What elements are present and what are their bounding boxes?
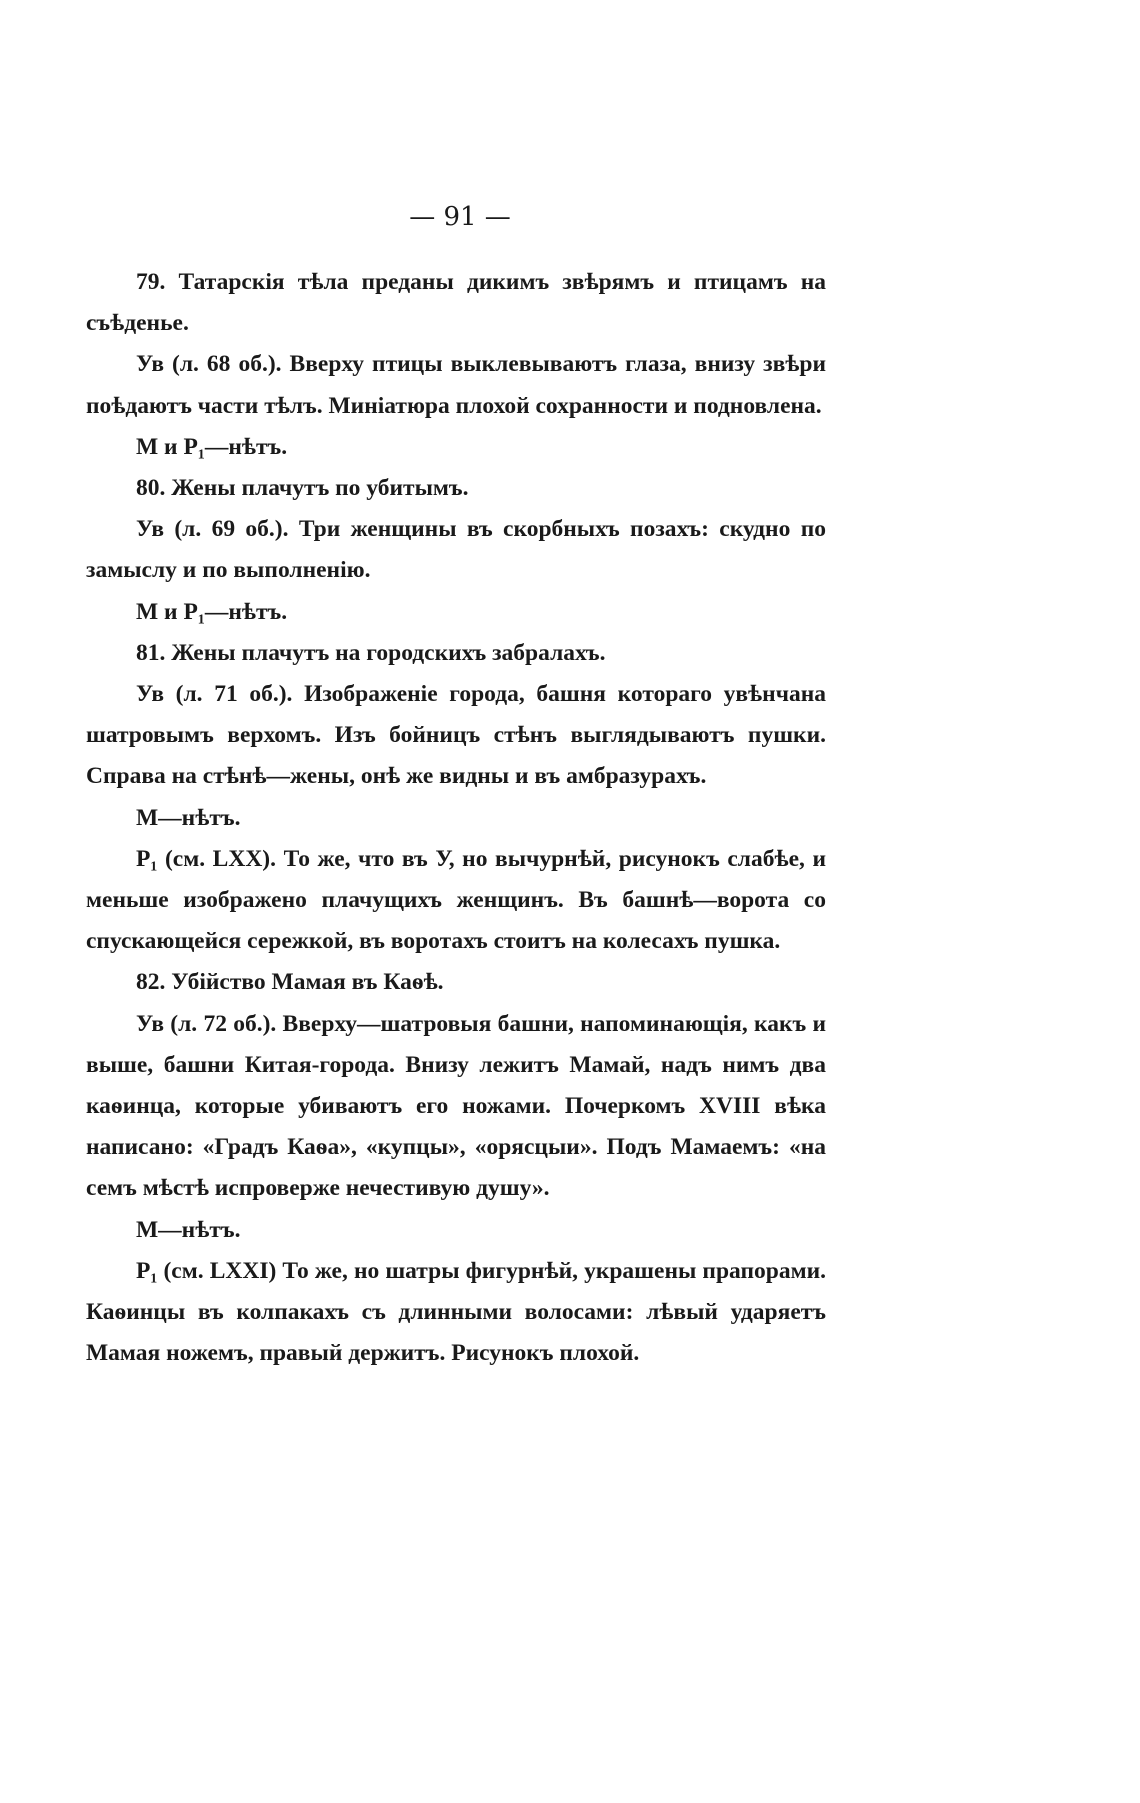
paragraph-81-uv: Ув (л. 71 об.). Изображеніе города, башня котораго увѣнчана шатровымъ верхомъ. Изъ бойницъ стѣнъ выглядываютъ пушки. Справа на стѣнѣ—жены, онѣ же видны и въ амбразурахъ. [86, 681, 826, 790]
paragraph-80-uv: Ув (л. 69 об.). Три женщины въ скорбныхъ позахъ: скудно по замыслу и по выполненію. [86, 516, 826, 584]
paragraph-81-title: 81. Жены плачутъ на городскихъ забралахъ. [136, 639, 606, 666]
paragraph-79-m-r1: М и Р₁—нѣтъ. [136, 433, 288, 460]
paragraph-79-title: 79. Татарскія тѣла преданы дикимъ звѣрямъ и птицамъ на съѣденье. [86, 269, 826, 337]
page-number: — 91 — [409, 202, 511, 232]
paragraph-79-uv: Ув (л. 68 об.). Вверху птицы выклевываютъ глаза, внизу звѣри поѣдаютъ части тѣлъ. Миніатюра плохой сохранности и подновлена. [86, 351, 826, 419]
paragraph-82-r1: Р₁ (см. LXXI) То же, но шатры фигурнѣй, украшены прапорами. Каѳинцы въ колпакахъ съ длинными волосами: лѣвый ударяетъ Мамая ножемъ, правый держитъ. Рисунокъ плохой. [86, 1257, 826, 1367]
paragraph-82-uv: Ув (л. 72 об.). Вверху—шатровыя башни, напоминающія, какъ и выше, башни Китая-города. Внизу лежитъ Мамай, надъ нимъ два каѳинца, которые убиваютъ его ножами. Почеркомъ XVIII вѣка написано: «Градъ Каѳа», «купцы», «орясцыи». Подъ Мамаемъ: «на семъ мѣстѣ испроверже нечестивую душу». [86, 1010, 826, 1202]
paragraph-81-r1: Р₁ (см. LXX). То же, что въ У, но вычурнѣй, рисунокъ слабѣе, и меньше изображено плачущихъ женщинъ. Въ башнѣ—ворота со спускающейся сережкой, въ воротахъ стоитъ на колесахъ пушка. [86, 845, 826, 955]
paragraph-82-title: 82. Убійство Мамая въ Каѳѣ. [136, 969, 444, 996]
paragraph-80-m-r1: М и Р₁—нѣтъ. [136, 598, 288, 625]
paragraph-81-m: М—нѣтъ. [136, 804, 241, 831]
body-text [86, 262, 826, 1374]
paragraph-82-m: М—нѣтъ. [136, 1216, 241, 1243]
paragraph-80-title: 80. Жены плачутъ по убитымъ. [136, 475, 469, 502]
